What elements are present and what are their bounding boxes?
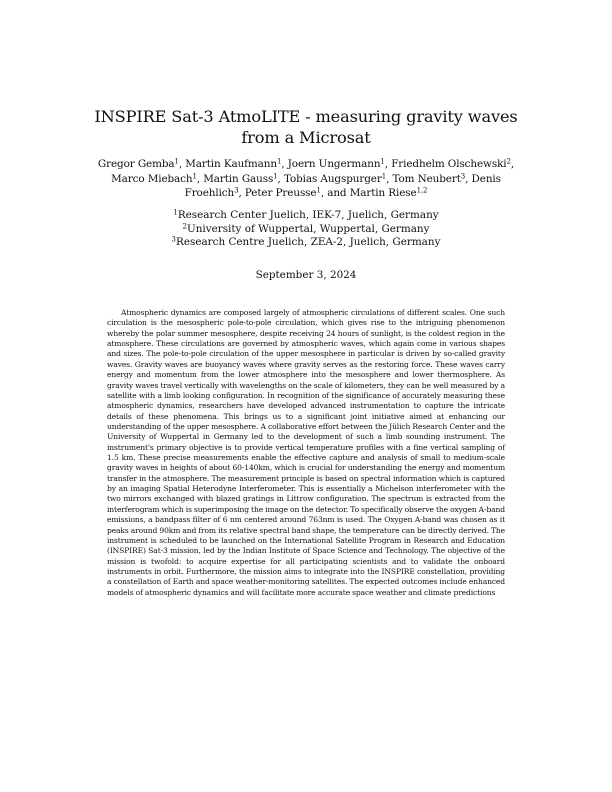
author: Friedhelm Olschewski$^2$,	[391, 157, 515, 170]
author: Martin Kaufmann$^1$,	[185, 157, 288, 170]
affiliation-list	[120, 209, 492, 250]
author: Peter Preusse$^1$, and	[244, 186, 350, 199]
author: Denis Froehlich$^3$,	[184, 172, 501, 199]
author: Gregor Gemba$^1$,	[97, 157, 186, 170]
paper-title: INSPIRE Sat-3 AtmoLITE - measuring gravity waves from a Microsat	[94, 107, 518, 147]
author: Martin Gauss$^1$,	[203, 172, 284, 185]
author: Marco Miebach$^1$,	[111, 172, 204, 185]
publication-date: September 3, 2024	[255, 269, 357, 281]
author: Martin Riese$^{1,2}$	[349, 186, 428, 199]
author: Joern Ungermann$^1$,	[287, 157, 392, 170]
affiliation: $^2$University of Wuppertal, Wuppertal, Germany	[182, 222, 430, 235]
author: Tom Neubert$^3$,	[392, 172, 472, 185]
affiliation: $^1$Research Center Juelich, IEK-7, Juelich, Germany	[173, 208, 439, 221]
author-list	[88, 157, 524, 201]
abstract: Atmospheric dynamics are composed largely of atmospheric circulations of different scales. One such circulation is the mesospheric pole-to-pole circulation, which gives rise to the intriguing phenomenon whereby the polar summer mesosphere, despite receiving 24 hours of sunlight, is the coldest region in the atmosphere. These circulations are governed by atmospheric waves, which again come in various shapes and sizes. The pole-to-pole circulation of the upper mesosphere in particular is driven by so-called gravity waves. Gravity waves are buoyancy waves where gravity serves as the restoring force. These waves carry energy and momentum from the lower atmosphere into the mesosphere and lower thermosphere. As gravity waves travel vertically with wavelengths on the scale of kilometers, they can be well measured by a satellite with a limb looking configuration. In recognition of the significance of accurately measuring these atmospheric dynamics, researchers have developed advanced instrumentation to capture the intricate details of these phenomena. This brings us to a significant joint initiative aimed at enhancing our understanding of the upper mesosphere. A collaborative effort between the Jülich Research Center and the University of Wuppertal in Germany led to the development of such a limb sounding instrument. The instrument's primary objective is to provide vertical temperature profiles with a fine vertical sampling of 1.5 km. These precise measurements enable the effective capture and analysis of small to medium-scale gravity waves in heights of about 60-140km, which is crucial for understanding the energy and momentum transfer in the atmosphere. The measurement principle is based on spectral information which is captured by an imaging Spatial Heterodyne Interferometer. This is essentially a Michelson interferometer with the two mirrors exchanged with blazed gratings in Littrow configuration. The spectrum is extracted from the interferogram which is superimposing the image on the detector. To specifically observe the oxygen A-band emissions, a bandpass filter of 6 nm centered around 763nm is used. The Oxygen A-band was chosen as it peaks around 90km and from its relative spectral band shape, the temperature can be directly derived. The instrument is scheduled to be launched on the International Satellite Program in Research and Education (INSPIRE) Sat-3 mission, led by the Indian Institute of Space Science and Technology. The objective of the mission is twofold: to acquire expertise for all participating scientists and to validate the onboard instruments in orbit. Furthermore, the mission aims to integrate into the INSPIRE constellation, providing a constellation of Earth and space weather-monitoring satellites. The expected outcomes include enhanced models of atmospheric dynamics and will facilitate more accurate space weather and climate predictions	[107, 308, 505, 597]
author: Tobias Augspurger$^1$,	[283, 172, 393, 185]
affiliation: $^3$Research Centre Juelich, ZEA-2, Juelich, Germany	[171, 235, 441, 249]
